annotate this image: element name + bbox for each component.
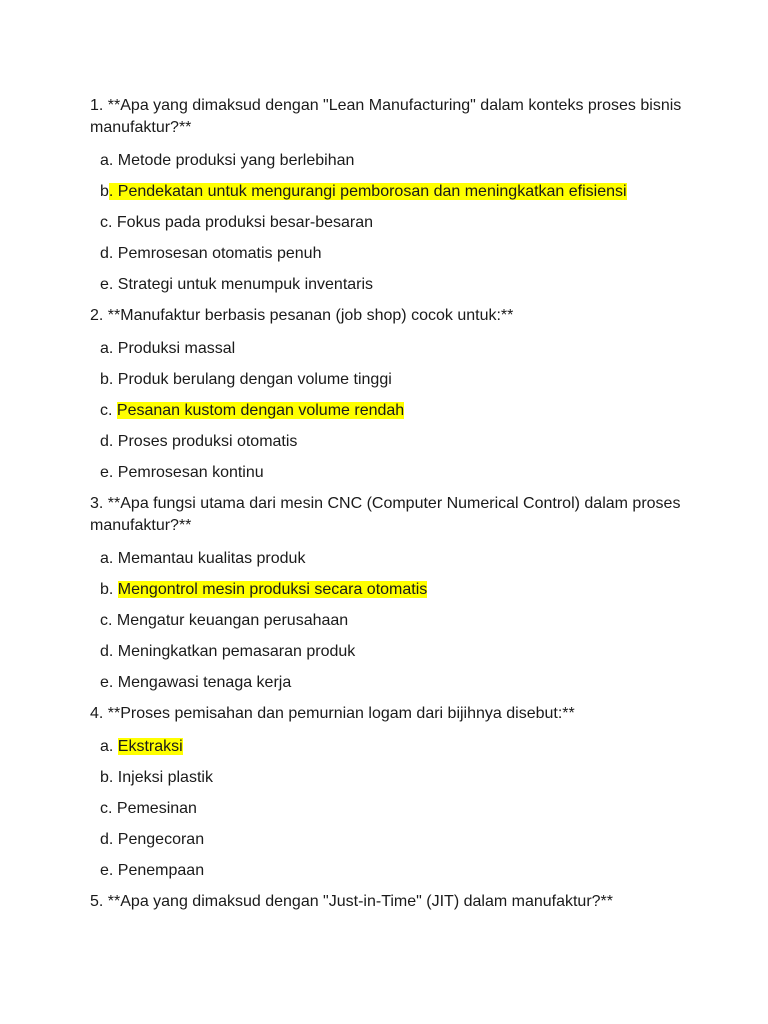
- option-text: Produk berulang dengan volume tinggi: [117, 371, 392, 388]
- option-text: Proses produksi otomatis: [117, 433, 298, 450]
- option-prefix: d.: [100, 433, 118, 450]
- option-prefix: e.: [100, 276, 118, 293]
- option-prefix: d.: [100, 245, 118, 262]
- option-prefix: a.: [100, 550, 118, 567]
- option-4e: [90, 860, 690, 882]
- option-1d: [90, 243, 690, 265]
- option-4c: [90, 798, 690, 820]
- option-text: Metode produksi yang berlebihan: [117, 152, 355, 169]
- option-prefix: b.: [100, 581, 118, 598]
- option-text: Pengecoran: [117, 831, 205, 848]
- option-2d: [90, 431, 690, 453]
- option-prefix: c.: [100, 214, 117, 231]
- question-3-options: [90, 548, 690, 694]
- highlighted-answer: . Pendekatan untuk mengurangi pemborosan dan meningkatkan efisiensi: [108, 183, 627, 200]
- option-3e: [90, 672, 690, 694]
- option-2c: [90, 400, 690, 422]
- option-text: Fokus pada produksi besar-besaran: [116, 214, 374, 231]
- option-prefix: e.: [100, 464, 118, 481]
- option-4a: [90, 736, 690, 758]
- option-prefix: c.: [100, 800, 117, 817]
- option-text: Pemrosesan otomatis penuh: [117, 245, 322, 262]
- option-prefix: a.: [100, 340, 118, 357]
- question-list: [90, 95, 690, 913]
- option-prefix: c.: [100, 612, 117, 629]
- option-1a: [90, 150, 690, 172]
- option-4b: [90, 767, 690, 789]
- option-text: Mengawasi tenaga kerja: [117, 674, 292, 691]
- option-prefix: d.: [100, 831, 118, 848]
- option-text: Injeksi plastik: [117, 769, 213, 786]
- option-3a: [90, 548, 690, 570]
- option-3c: [90, 610, 690, 632]
- question-1-options: [90, 150, 690, 296]
- question-3: 3. **Apa fungsi utama dari mesin CNC (Computer Numerical Control) dalam proses manufaktur?**: [90, 495, 681, 534]
- option-prefix: b: [100, 183, 109, 200]
- question-4-options: [90, 736, 690, 882]
- option-prefix: b.: [100, 769, 118, 786]
- option-text: Produksi massal: [117, 340, 236, 357]
- option-2b: [90, 369, 690, 391]
- option-3d: [90, 641, 690, 663]
- option-text: Mengatur keuangan perusahaan: [116, 612, 349, 629]
- option-prefix: e.: [100, 674, 118, 691]
- option-text: Strategi untuk menumpuk inventaris: [117, 276, 374, 293]
- option-3b: [90, 579, 690, 601]
- question-4: 4. **Proses pemisahan dan pemurnian logam dari bijihnya disebut:**: [90, 705, 575, 722]
- option-text: Meningkatkan pemasaran produk: [117, 643, 356, 660]
- option-prefix: e.: [100, 862, 118, 879]
- highlighted-answer: Mengontrol mesin produksi secara otomatis: [117, 581, 428, 598]
- option-prefix: a.: [100, 152, 118, 169]
- option-prefix: b.: [100, 371, 118, 388]
- option-text: Penempaan: [117, 862, 205, 879]
- option-text: Memantau kualitas produk: [117, 550, 306, 567]
- highlighted-answer: Pesanan kustom dengan volume rendah: [116, 402, 405, 419]
- question-2-options: [90, 338, 690, 484]
- option-1b: [90, 181, 690, 203]
- question-2: 2. **Manufaktur berbasis pesanan (job shop) cocok untuk:**: [90, 307, 514, 324]
- option-text: Pemesinan: [116, 800, 197, 817]
- option-prefix: d.: [100, 643, 118, 660]
- highlighted-answer: Ekstraksi: [117, 738, 183, 755]
- option-4d: [90, 829, 690, 851]
- option-2a: [90, 338, 690, 360]
- option-prefix: a.: [100, 738, 118, 755]
- option-1c: [90, 212, 690, 234]
- option-prefix: c.: [100, 402, 117, 419]
- option-2e: [90, 462, 690, 484]
- question-1: 1. **Apa yang dimaksud dengan "Lean Manufacturing" dalam konteks proses bisnis manufaktur?**: [90, 97, 682, 136]
- option-1e: [90, 274, 690, 296]
- option-text: Pemrosesan kontinu: [117, 464, 264, 481]
- question-5: 5. **Apa yang dimaksud dengan "Just-in-Time" (JIT) dalam manufaktur?**: [90, 893, 614, 910]
